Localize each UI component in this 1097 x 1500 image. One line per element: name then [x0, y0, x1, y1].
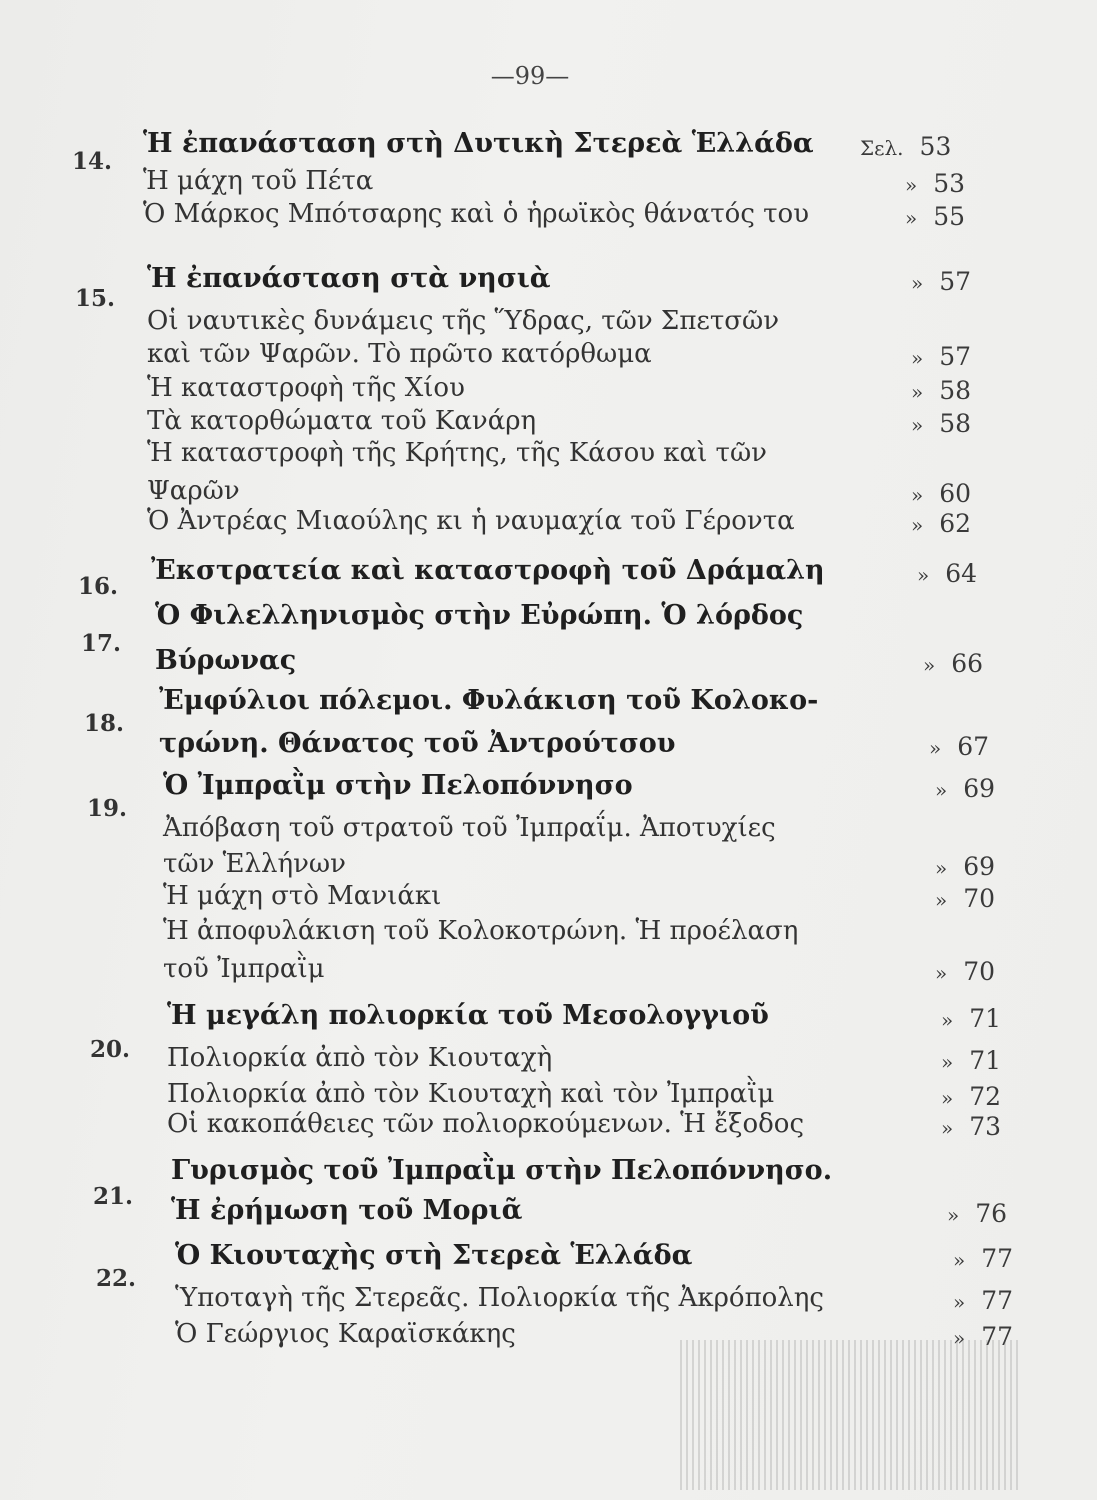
- page-number-value: 69: [963, 774, 996, 803]
- ditto-mark: »: [953, 1248, 966, 1272]
- chapter-title: Ὁ Ἰμπραῒμ στὴν Πελοπόννησο: [163, 770, 633, 801]
- page-number-value: 71: [969, 1046, 1002, 1075]
- ditto-mark: Σελ.: [860, 136, 904, 160]
- subsection-title: Ὁ Ἀντρέας Μιαούλης κι ἡ ναυμαχία τοῦ Γέροντα: [147, 506, 795, 536]
- subsection-title: Ὁ Γεώργιος Καραϊσκάκης: [175, 1319, 516, 1349]
- chapter-title: Ἡ ἐπανάσταση στὴ Δυτικὴ Στερεὰ Ἑλλάδα: [143, 128, 814, 159]
- ditto-mark: »: [929, 736, 942, 760]
- section-number: 20.: [90, 1036, 131, 1063]
- page-number-value: 57: [939, 342, 972, 371]
- subsection-title: Πολιορκία ἀπὸ τὸν Κιουταχὴ καὶ τὸν Ἰμπραῒμ: [167, 1079, 775, 1109]
- page-number-value: 60: [939, 479, 972, 508]
- chapter-title: Ὁ Κιουταχὴς στὴ Στερεὰ Ἑλλάδα: [175, 1240, 693, 1271]
- page-reference: [905, 202, 965, 231]
- subsection-title: Ἀπόβαση τοῦ στρατοῦ τοῦ Ἰμπραΐμ. Ἀποτυχίες: [163, 813, 776, 843]
- page-reference: [860, 132, 951, 161]
- subsection-title: τῶν Ἑλλήνων: [163, 849, 346, 879]
- subsection-title: Ἡ καταστροφὴ τῆς Χίου: [147, 373, 465, 403]
- ditto-mark: »: [911, 380, 924, 404]
- subsection-title: Ἡ μάχη στὸ Μανιάκι: [163, 881, 442, 911]
- section-number: 16.: [78, 573, 119, 600]
- ditto-mark: »: [953, 1290, 966, 1314]
- page-number-value: 76: [975, 1199, 1008, 1228]
- ditto-mark: »: [935, 778, 948, 802]
- page-reference: [929, 732, 989, 761]
- ditto-mark: »: [935, 888, 948, 912]
- page-reference: [935, 957, 995, 986]
- ditto-mark: »: [941, 1008, 954, 1032]
- page-number-value: 71: [969, 1004, 1002, 1033]
- page-number-value: 57: [939, 267, 972, 296]
- page-reference: [935, 884, 995, 913]
- page-number-value: 70: [963, 957, 996, 986]
- page-number-value: 55: [933, 202, 966, 231]
- library-stamp: [680, 1340, 1020, 1490]
- chapter-title: Ἡ ἐρήμωση τοῦ Μοριᾶ: [171, 1195, 523, 1226]
- page-number-value: 58: [939, 376, 972, 405]
- subsection-title: Πολιορκία ἀπὸ τὸν Κιουταχὴ: [167, 1043, 553, 1073]
- subsection-title: Οἱ ναυτικὲς δυνάμεις τῆς Ὕδρας, τῶν Σπετσῶν: [147, 306, 780, 336]
- ditto-mark: »: [911, 413, 924, 437]
- section-number: 22.: [96, 1265, 137, 1292]
- page-reference: [941, 1046, 1001, 1075]
- page-number-value: 70: [963, 884, 996, 913]
- section-number: 14.: [72, 148, 113, 175]
- chapter-title: τρώνη. Θάνατος τοῦ Ἀντρούτσου: [159, 728, 676, 759]
- page-reference: [911, 376, 971, 405]
- ditto-mark: »: [911, 271, 924, 295]
- page-number-value: 77: [981, 1322, 1014, 1351]
- ditto-mark: »: [935, 961, 948, 985]
- page-reference: [953, 1244, 1013, 1273]
- ditto-mark: »: [905, 206, 918, 230]
- subsection-title: τοῦ Ἰμπραῒμ: [163, 954, 325, 984]
- page-reference: [911, 509, 971, 538]
- section-number: 15.: [75, 285, 116, 312]
- section-number: 21.: [93, 1183, 134, 1210]
- chapter-title: Ἐκστρατεία καὶ καταστροφὴ τοῦ Δράμαλη: [151, 555, 825, 586]
- section-number: 18.: [84, 710, 125, 737]
- chapter-title: Γυρισμὸς τοῦ Ἰμπραῒμ στὴν Πελοπόννησο.: [171, 1155, 833, 1186]
- subsection-title: Ὁ Μάρκος Μπότσαρης καὶ ὁ ἡρωϊκὸς θάνατός του: [143, 199, 809, 229]
- page-number-value: 64: [945, 559, 978, 588]
- page-reference: [947, 1199, 1007, 1228]
- ditto-mark: »: [911, 483, 924, 507]
- page-reference: [941, 1004, 1001, 1033]
- page-number-value: 77: [981, 1286, 1014, 1315]
- ditto-mark: »: [941, 1116, 954, 1140]
- ditto-mark: »: [953, 1326, 966, 1350]
- page-reference: [935, 774, 995, 803]
- chapter-title: Ἐμφύλιοι πόλεμοι. Φυλάκιση τοῦ Κολοκο-: [159, 685, 819, 716]
- subsection-title: καὶ τῶν Ψαρῶν. Τὸ πρῶτο κατόρθωμα: [147, 339, 652, 369]
- ditto-mark: »: [941, 1086, 954, 1110]
- page-reference: [953, 1286, 1013, 1315]
- page-reference: [911, 479, 971, 508]
- page-number-value: 73: [969, 1112, 1002, 1141]
- subsection-title: Ἡ μάχη τοῦ Πέτα: [143, 166, 374, 196]
- page-number: —99—: [490, 62, 570, 90]
- ditto-mark: »: [941, 1050, 954, 1074]
- ditto-mark: »: [947, 1203, 960, 1227]
- subsection-title: Ἡ ἀποφυλάκιση τοῦ Κολοκοτρώνη. Ἡ προέλαση: [163, 916, 799, 946]
- subsection-title: Οἱ κακοπάθειες τῶν πολιορκούμενων. Ἡ ἔξοδος: [167, 1109, 805, 1139]
- chapter-title: Ἡ ἐπανάσταση στὰ νησιὰ: [147, 263, 551, 294]
- section-number: 19.: [87, 795, 128, 822]
- page-reference: [935, 852, 995, 881]
- page-number-value: 53: [919, 132, 952, 161]
- ditto-mark: »: [935, 856, 948, 880]
- page-number-value: 62: [939, 509, 972, 538]
- page-number-value: 58: [939, 409, 972, 438]
- page-number-value: 66: [951, 649, 984, 678]
- chapter-title: Ὁ Φιλελληνισμὸς στὴν Εὐρώπη. Ὁ λόρδος: [155, 600, 804, 631]
- page-number-value: 72: [969, 1082, 1002, 1111]
- ditto-mark: »: [911, 346, 924, 370]
- page-reference: [941, 1082, 1001, 1111]
- page-number-value: 53: [933, 169, 966, 198]
- page-reference: [941, 1112, 1001, 1141]
- ditto-mark: »: [911, 513, 924, 537]
- section-number: 17.: [81, 630, 122, 657]
- page-reference: [911, 342, 971, 371]
- chapter-title: Βύρωνας: [155, 645, 297, 676]
- chapter-title: Ἡ μεγάλη πολιορκία τοῦ Μεσολογγιοῦ: [167, 1000, 769, 1031]
- page-number-value: 69: [963, 852, 996, 881]
- subsection-title: Ἡ καταστροφὴ τῆς Κρήτης, τῆς Κάσου καὶ τῶν: [147, 438, 767, 468]
- page-reference: [911, 409, 971, 438]
- page-number-value: 77: [981, 1244, 1014, 1273]
- subsection-title: Τὰ κατορθώματα τοῦ Κανάρη: [147, 406, 537, 436]
- ditto-mark: »: [923, 653, 936, 677]
- page-reference: [911, 267, 971, 296]
- ditto-mark: »: [917, 563, 930, 587]
- subsection-title: Ὑποταγὴ τῆς Στερεᾶς. Πολιορκία τῆς Ἀκρόπολης: [175, 1283, 824, 1313]
- ditto-mark: »: [905, 173, 918, 197]
- page-reference: [905, 169, 965, 198]
- page-reference: [923, 649, 983, 678]
- subsection-title: Ψαρῶν: [147, 476, 240, 506]
- page-number-value: 67: [957, 732, 990, 761]
- page-reference: [917, 559, 977, 588]
